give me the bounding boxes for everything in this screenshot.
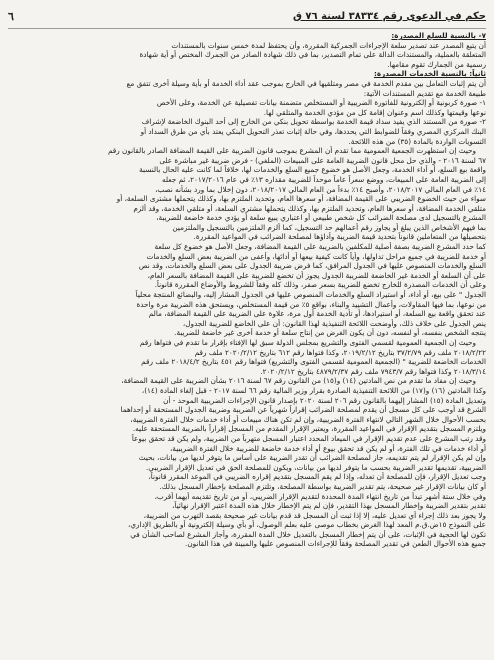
text-line: وعلى أن الخدمات المصدرة للخارج تخضع للضريبة بسعر صفر، وذلك كله وفقاً للشروط والأوضاع المقررة قانوناً. xyxy=(154,280,486,290)
text-line: الضريبية، تقديمها تقدير الضريبة بحسب ما يتوفر لديها من بيانات، ويكون للمصلحة الحق في تعديل الإقرار الضريبي. xyxy=(145,462,486,472)
text-line: ٢٠١٨/٢/٢٢ ملف رقم ٣٧/٢/٧٩ بتاريخ ٢٠١٩/٢/١٢، وكذا فتواها رقم ٦١٢ بتاريخ ٢٠٢٠/٢/١٢ ملف رقم xyxy=(194,347,486,357)
text-line: ٦٧ لسنة ٢٠١٦ - والذي حل محل قانون الضريبة العامة على المبيعات (الملغي) - فرض ضريبة غير مباشرة على xyxy=(159,155,486,165)
text-line: إلى الضريبة العامة على المبيعات، ووضع سعراً عاماً موحداً للضريبة مقداره ١٣٪ في عام ٢٠١٧/٢٠١٦، ثم جعله xyxy=(162,174,486,184)
text-line: وكذا المادتين (١٦) و(١٧) من اللائحة التنفيذية الصادرة بقرار وزير المالية رقم ٦٦ لسنة ٢٠١٧ - قبل إلغاء المادة (١٤)، xyxy=(141,385,486,395)
text-line: وحيث إن مفاد ما تقدم من نص المادتين (١٤) و(١٥) من القانون رقم ٦٧ لسنة ٢٠١٦ بشأن الضريبة على القيمة المضافة، xyxy=(121,376,476,386)
text-line: ١٤٪ في العام المالي ٢٠١٨/٢٠١٧، وأصبح ١٤٪ بدءاً من العام المالي ٢٠١٨/٢٠١٧، دون إخلال بما ورد بشأنه نصب، xyxy=(155,184,486,194)
text-line: ولا يجوز بعد ذلك إجراء أي تعديل عليه، إلا إذا ثبت أن المسجل قد قدم بيانات غير صحيحة بقصد التهرب من الضريبة، xyxy=(143,510,486,520)
text-line: نوعها وقيمتها وكذلك اسم وعنوان إقامة كل من مؤدي الخدمة والمتلقي لها. xyxy=(263,107,486,117)
text-line: الجدول " على بيع، أو أداء، أو استيراد السلع والخدمات المنصوص عليها في الجدول المشار إليه، والبضائع المنتجة محلياً xyxy=(135,290,486,300)
text-line: رسمية من الجمارك تقوم مقامها. xyxy=(387,59,486,69)
text-line: أو خدمة للضريبة في جميع مراحل تداولها، وأياً كانت كيفية بيعها أو أدائها، وأعفى من الضريبة بعض السلع والخدمات xyxy=(146,251,486,261)
text-line: على أن السلعة أو الخدمة غير الخاضعة للضريبة الجدول يجوز أن تخضع للضريبة على القيمة المضافة بالسعر العام، xyxy=(147,270,486,280)
text-line: وفي خلال ستة أشهر تبدأ من تاريخ انتهاء المدة المحددة لتقديم الإقرار الضريبي، أو من تاريخ تقديمه أيهما أقرب، xyxy=(154,491,486,501)
text-line: على النموذج ١٥ض.ق.م المعد لهذا الغرض بخطاب موصى عليه بعلم الوصول، أو بأي وسيلة إلكترونية أو بالطريق الإداري، xyxy=(128,520,486,530)
text-line: متلقي الخدمة المضافة، أو سعرها العام، وتحديد الملتزم بها، وكذلك يتحملها مشتري السلعة، أو متلقي الخدمة، وقد ألزم xyxy=(133,203,486,213)
text-line: ٢- صورة من المستند الذي يفيد سداد قيمة الخدمة بواسطة تحويل بنكي من الخارج إلى أحد البنوك الخاضعة لإشراف xyxy=(141,117,486,127)
text-line: أو كان بيانات الإقرار غير صحيحة، يتم تقدير الضريبة بواسطة المصلحة، وتلتزم المصلحة بإخطار المسجل بذلك. xyxy=(159,481,486,491)
text-line: طبيعة الخدمة مع تقديم المستندات الآتية: xyxy=(363,88,486,98)
text-line: أو أداء خدمات في تلك الفترة، أو لم يكن قد تحقق بيوع أو أداء خدمة خاضعة للضريبة خلال الفترة الضريبية، xyxy=(169,443,486,453)
text-line: وإن لم يكن الإقرار لم يتم تقديمه، جاز لمصلحة الضرائب أن تقدر الضريبة على أساس ما يتوفر لديها من بيانات، بحيث xyxy=(138,453,486,463)
text-line: ثانياً: بالنسبة الخدمات المصدرة: xyxy=(373,69,486,79)
text-line: المتعلقة بالعملية، والمستندات الدالة على تمام التصدير، بما في ذلك شهادة الصادر من الجمرك المختص أو أية شهادة xyxy=(139,50,486,60)
text-line: كما حدد المشرع الضريبة بصفة أصلية للمكلفين بالضريبة على القيمة المضافة، وجعل الأصل هو خضوع كل سلعة xyxy=(154,242,486,252)
text-line: وحيث إن الجمعية العمومية لقسمي الفتوى والتشريع بمجلس الدولة سبق لها الإفتاء بإقرار ما تقدم في فتواها رقم xyxy=(139,338,476,347)
case-title: حكم في الدعوى رقم ٣٨٣٣٤ لسنة ٧٦ ق xyxy=(292,10,486,22)
text-line: عند تحقق واقعة بيع السلعة، أو استيرادها، أو تأدية الخدمة أول مرة، علاوة على الضريبة على القيمة المضافة، مالم xyxy=(148,309,486,319)
text-line: ينص الجدول على خلاف ذلك، وأوضحت اللائحة التنفيذية لهذا القانون: أن على الخاضع للضريبة الجدول، xyxy=(182,318,486,328)
text-line: من نوعها، بما فيها المقاولات، وأعمال التشييد والبناء، بواقع ٥٪ من قيمة المستخلص، ويستحق هذه الضريبة مرة واحدة xyxy=(136,299,486,309)
text-line: سواء من حيث الخضوع الضريبي على القيمة المضافة، أو سعرها العام، وتحديد الملتزم بها، وكذلك يتحملها مشترى السلعة، أو xyxy=(116,194,486,204)
text-line: الخدمات الخاضعة للضريبة " (الجمعية العمومية لقسمي الفتوى والتشريع) فتواها رقم ٤٥١ بتاريخ ٢٠١٨/٤/٢ ملف رقم xyxy=(141,357,486,367)
text-line: ٧- بالنسبة للسلع المصدرة: xyxy=(391,31,486,40)
text-line: وحيث إن استظهرت الجمعية العمومية مما تقدم أن المشرع بموجب قانون الضريبة على القيمة المضافة الصادر بالقانون رقم xyxy=(107,146,476,156)
text-line: ٢٠١٨/٣/١٤ وكذا فتواها رقم ٧٩٤٣/٧ ملف رقم ٤٨٧٩/٢/٣٧ بتاريخ ٢٠٢٠/٢/١٢. xyxy=(260,366,486,376)
document-header xyxy=(8,4,486,29)
text-line: تكون لها الحجية في الإثبات، على أن يتم إخطار المسجل بالتعديل خلال المدة المقررة، وأجاز المشرع لصاحب الشأن في xyxy=(130,529,486,539)
text-line: جميع هذه الأحوال الطعن في تقدير المصلحة وفقاً للإجراءات المنصوص عليها والمبينة في هذا القانون. xyxy=(185,539,486,549)
document-body xyxy=(8,31,486,549)
text-line: أن يتبع المصدر عند تصدير سلعة الإجراءات الجمركية المقررة، وأن يحتفظ لمدة خمس سنوات بالمستندات xyxy=(171,40,486,50)
text-line: تقدير بتقدير الضريبة وإخطار المسجل بهذا التقدير، فإن لم يتم الإخطار خلال هذه المدة اعتبر الإقرار نهائياً، xyxy=(172,501,486,511)
text-line: ويلتزم المسجل بتقديم الإقرار في المواعيد المقررة، ويعتبر الإقرار المقدم من المسجل إقراراً بالضريبة المستحقة عليه. xyxy=(132,424,486,434)
text-line: الشرع قد أوجب على كل مسجل أن يقدم لمصلحة الضرائب إقراراً شهرياً عن الضريبة وضريبة الجدول المستحقة أو إحداهما xyxy=(120,405,486,415)
text-line: وقد رتب المشرع على عدم تقديم الإقرار في الميعاد المحدد اعتبار المسجل متهرباً من الضريبة، ولم يكن قد تحقق بيوعاً xyxy=(131,433,486,443)
text-line: التسويات الواردة بالمادة (٣٥) من هذه اللائحة. xyxy=(348,136,486,146)
text-line: بتحصيلها من المتعاملين قانوناً بتحديد قيمة الضريبة وأداؤها لمصلحة الضرائب في المواعيد المقررة. xyxy=(193,232,486,242)
text-line: ١- صورة كربونية أو إلكترونية للفاتورة الضريبية أو المستخلص متضمنة بيانات تفصيلية عن الخدمة، وعلى الأخص xyxy=(156,98,486,108)
text-line: بحسب الأحوال خلال الشهر التالي لانتهاء الفترة الضريبية، وإن لم تكن هناك مبيعات أو أداء خدمات خلال الفترة الضريبية، xyxy=(130,414,486,424)
text-line: بما فيهم الأشخاص الذين يبلغ أو يجاوز رقم أعمالهم حد التسجيل، كما ألزم الملتزمين بالتسجيل والملتزمين xyxy=(172,222,486,232)
text-line: واقعة بيع السلع، أو أداء الخدمة، وجعل الأصل هو خضوع جميع السلع والخدمات لها، خلافاً لما كانت عليه الحال بالنسبة xyxy=(139,165,486,175)
text-line: وتعديل المادة (١٥) المشار إليهما بالقانون رقم ٢٠٦ لسنة ٢٠٢٠ بإصدار قانون الإجراءات الضريبية الموحد - أن xyxy=(163,395,486,405)
text-line: المشرع بالتسجيل لدى مصلحة الضرائب كل شخص طبيعي أو اعتباري يبيع سلعة أو يؤدي خدمة خاضعة للضريبة، xyxy=(156,213,486,223)
text-line: السلع والخدمات المنصوص عليها في الجدول المرافق، كما فرض ضريبة الجدول على بعض السلع والخدمات، وقد نص xyxy=(138,261,486,271)
text-line: ينتجه الشخص بنفسه، أو لنفسه، دون أن يكون الغرض من إنتاج سلعة أو خدمة أخرى غير خاضعة للضريبة. xyxy=(174,328,486,338)
text-line: أن يتم إثبات التعامل بين مقدم الخدمة في مصر ومتلقيها في الخارج بموجب عقد أداء الخدمة أو بأية وسيلة أخرى تتفق مع xyxy=(126,78,486,88)
text-line: البنك المركزي المصري وفقاً للضوابط التي يحددها، وفي حالة إثبات تعذر التحويل البنكي يعتد بأي من طرق السداد أو xyxy=(140,126,486,136)
text-line: وجب تعديل الإقرار، فإن للمصلحة أن تعدله، وإذا لم يقم المسجل بتقديم إقراره الضريبي في الموعد المقرر قانوناً، xyxy=(148,472,486,482)
page-number: ٦ xyxy=(8,9,14,23)
